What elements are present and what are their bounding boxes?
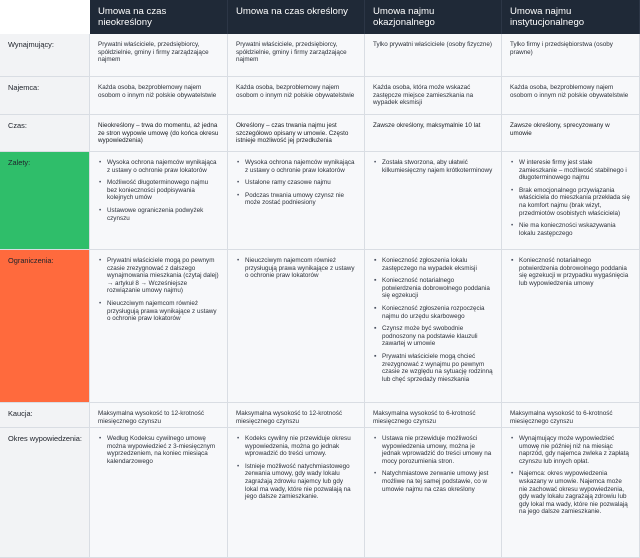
- column-header: Umowa na czas określony: [228, 0, 365, 34]
- list-item: ▪ Konieczność notarialnego potwierdzenia dobrowolnego poddania się egzekucji: [373, 277, 493, 300]
- table-cell: Zawsze określony, sprecyzowany w umowie: [502, 115, 640, 152]
- row-label-ograniczenia: Ograniczenia:: [0, 250, 90, 403]
- row-label-kaucja: Kaucja:: [0, 403, 90, 428]
- bullet-list: [98, 159, 219, 222]
- table-cell: Maksymalna wysokość to 6-krotność miesięcznego czynszu: [365, 403, 502, 428]
- list-item: • Kodeks cywilny nie przewiduje okresu wypowiedzenia, można go jednak wprowadzić do treści umowy.: [236, 435, 356, 458]
- table-cell: [90, 152, 228, 250]
- list-item: • Została stworzona, aby ułatwić kilkumiesięczny najem krótkoterminowy: [373, 159, 493, 174]
- list-item: ▪ Konieczność zgłoszenia lokalu zastępczego na wypadek eksmisji: [373, 257, 493, 272]
- list-item: ▪ Czynsz może być swobodnie podnoszony na podstawie klauzuli zawartej w umowie: [373, 325, 493, 348]
- bullet-list: [510, 435, 631, 516]
- table-cell: Prywatni właściciele, przedsiębiorcy, spółdzielnie, gminy i firmy zarządzające najmem: [90, 34, 228, 77]
- list-item: • W interesie firmy jest stałe zamieszkanie – możliwość stabilnego i długoterminowego najmu: [510, 159, 631, 182]
- list-item: • Prywatni właściciele mogą po pewnym czasie zrezygnować z dalszego wynajmowania mieszkania (czytaj dalej) → artykuł 8 → Wcześniejsze rozwiązanie umowy najmu): [98, 257, 219, 295]
- table-cell: [228, 250, 365, 403]
- row-label-czas: Czas:: [0, 115, 90, 152]
- list-item: • Ustawowe ograniczenia podwyżek czynszu: [98, 207, 219, 222]
- table-cell: Prywatni właściciele, przedsiębiorcy, spółdzielnie, gminy i firmy zarządzające najmem: [228, 34, 365, 77]
- table-cell: Nieokreślony – trwa do momentu, aż jedna ze stron wypowie umowę (do końca okresu wypowiedzenia): [90, 115, 228, 152]
- column-header: Umowa na czas nieokreślony: [90, 0, 228, 34]
- bullet-list: [98, 257, 219, 323]
- table-cell: [365, 428, 502, 558]
- table-cell: [90, 250, 228, 403]
- table-cell: [365, 152, 502, 250]
- table-cell: Każda osoba, bezproblemowy najem osobom o innym niż polskie obywatelstwie: [90, 77, 228, 115]
- corner-empty: [0, 0, 90, 34]
- row-label-okres-wypowiedzenia: Okres wypowiedzenia:: [0, 428, 90, 558]
- table-cell: [502, 250, 640, 403]
- list-item: • Według Kodeksu cywilnego umowę można wypowiedzieć z 3-miesięcznym wyprzedzeniem, na koniec miesiąca kalendarzowego: [98, 435, 219, 465]
- table-cell: Każda osoba, bezproblemowy najem osobom o innym niż polskie obywatelstwie: [228, 77, 365, 115]
- list-item: • Nie ma konieczności wskazywania lokalu zastępczego: [510, 222, 631, 237]
- list-item: • Nieuczciwym najemcom również przysługują prawa wynikające z ustawy o ochronie praw lokatorów: [98, 300, 219, 323]
- list-item: ▪ Konieczność zgłoszenia rozpoczęcia najmu do urzędu skarbowego: [373, 305, 493, 320]
- row-label-najemca: Najemca:: [0, 77, 90, 115]
- bullet-list: [373, 257, 493, 383]
- bullet-list: [236, 257, 356, 280]
- table-cell: Każda osoba, bezproblemowy najem osobom o innym niż polskie obywatelstwie: [502, 77, 640, 115]
- bullet-list: [236, 159, 356, 207]
- bullet-list: [236, 435, 356, 501]
- column-header: Umowa najmu instytucjonalnego: [502, 0, 640, 34]
- table-cell: Maksymalna wysokość to 6-krotność miesięcznego czynszu: [502, 403, 640, 428]
- list-item: • Brak emocjonalnego przywiązania właściciela do mieszkania przekłada się na komfort najmu (brak wizyt, przedmiotów osobistych właściciela): [510, 187, 631, 217]
- bullet-list: [373, 435, 493, 493]
- column-header: Umowa najmu okazjonalnego: [365, 0, 502, 34]
- bullet-list: [373, 159, 493, 174]
- table-cell: [228, 428, 365, 558]
- table-cell: Zawsze określony, maksymalnie 10 lat: [365, 115, 502, 152]
- row-label-zalety: Zalety:: [0, 152, 90, 250]
- table-cell: Każda osoba, która może wskazać zastępcze miejsce zamieszkania na wypadek eksmisji: [365, 77, 502, 115]
- table-cell: [365, 250, 502, 403]
- table-cell: Maksymalna wysokość to 12-krotność miesięcznego czynszu: [228, 403, 365, 428]
- list-item: • Istnieje możliwość natychmiastowego zerwania umowy, gdy wady lokalu zagrażają zdrowiu najemcy lub gdy lokal ma wady, które nie pozwalają na jego dalsze zamieszkanie.: [236, 463, 356, 501]
- list-item: • Podczas trwania umowy czynsz nie może zostać podniesiony: [236, 192, 356, 207]
- table-cell: [502, 428, 640, 558]
- list-item: • Wysoka ochrona najemców wynikająca z ustawy o ochronie praw lokatorów: [236, 159, 356, 174]
- table-cell: [228, 152, 365, 250]
- list-item: ▪ Prywatni właściciele mogą chcieć zrezygnować z wynajmu po pewnym czasie ze względu na sytuację rodzinną lub chęć sprzedaży mieszkania: [373, 353, 493, 383]
- list-item: • Ustalone ramy czasowe najmu: [236, 179, 356, 187]
- table-cell: Maksymalna wysokość to 12-krotność miesięcznego czynszu: [90, 403, 228, 428]
- list-item: ▪ Konieczność notarialnego potwierdzenia dobrowolnego poddania się egzekucji w przypadku wygaśnięcia lub wypowiedzenia umowy: [510, 257, 631, 287]
- list-item: • Wysoka ochrona najemców wynikająca z ustawy o ochronie praw lokatorów: [98, 159, 219, 174]
- list-item: • Wynajmujący może wypowiedzieć umowę nie później niż na miesiąc naprzód, gdy najemca zwleka z zapłatą czynszu lub innych opłat.: [510, 435, 631, 465]
- list-item: • Możliwość długoterminowego najmu bez konieczności podpisywania kolejnych umów: [98, 179, 219, 202]
- table-cell: Tylko firmy i przedsiębiorstwa (osoby prawne): [502, 34, 640, 77]
- row-label-wynajmujacy: Wynajmujący:: [0, 34, 90, 77]
- table-cell: [90, 428, 228, 558]
- bullet-list: [510, 257, 631, 287]
- list-item: • Nieuczciwym najemcom również przysługują prawa wynikające z ustawy o ochronie praw lokatorów: [236, 257, 356, 280]
- bullet-list: [510, 159, 631, 237]
- list-item: • Ustawa nie przewiduje możliwości wypowiedzenia umowy, można je jednak wprowadzić do treści umowy na mocy porozumienia stron.: [373, 435, 493, 465]
- table-cell: Określony – czas trwania najmu jest szczegółowo opisany w umowie. Często istnieje możliwość jej przedłużenia: [228, 115, 365, 152]
- list-item: • Natychmiastowe zerwanie umowy jest możliwe na tej samej podstawie, co w umowie najmu na czas określony: [373, 470, 493, 493]
- bullet-list: [98, 435, 219, 465]
- table-cell: [502, 152, 640, 250]
- table-cell: Tylko prywatni właściciele (osoby fizyczne): [365, 34, 502, 77]
- list-item: • Najemca: okres wypowiedzenia wskazany w umowie. Najemca może nie zachować okresu wypowiedzenia, gdy wady lokalu zagrażają zdrowiu lub gdy lokal ma wady, które nie pozwalają na jego dalsze zamieszkanie.: [510, 470, 631, 516]
